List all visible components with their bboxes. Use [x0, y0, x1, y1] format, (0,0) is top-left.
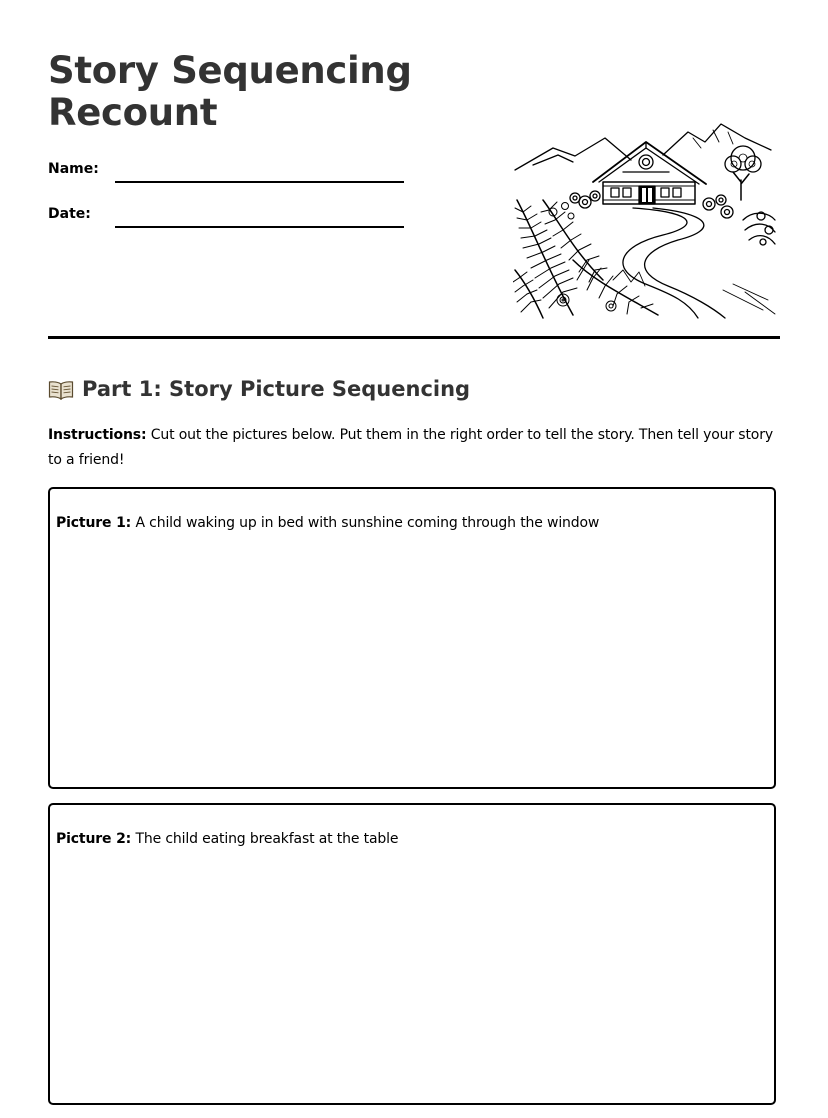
picture-card-2[interactable] [48, 803, 776, 1105]
part1-heading [48, 374, 470, 404]
open-book-icon [48, 380, 74, 400]
header-divider [48, 336, 780, 339]
picture-text-2: The child eating breakfast at the table [131, 831, 399, 847]
title-line-1: Story Sequencing [48, 49, 412, 92]
picture-label-1: Picture 1: [56, 515, 132, 531]
picture-label-2: Picture 2: [56, 831, 132, 847]
date-write-line[interactable] [115, 226, 404, 228]
instructions [48, 423, 780, 472]
name-write-line[interactable] [115, 181, 404, 183]
date-label: Date: [48, 206, 91, 222]
picture-caption-1 [56, 514, 599, 532]
date-field[interactable] [48, 205, 408, 235]
picture-card-1[interactable] [48, 487, 776, 789]
title-line-2: Recount [48, 91, 218, 134]
house-landscape-illustration [513, 120, 777, 320]
worksheet-page [48, 0, 780, 1118]
picture-caption-2 [56, 830, 398, 848]
name-label: Name: [48, 161, 99, 177]
picture-text-1: A child waking up in bed with sunshine coming through the window [131, 515, 600, 531]
part1-heading-text: Part 1: Story Picture Sequencing [82, 377, 471, 401]
page-title [48, 50, 412, 134]
instructions-label: Instructions: [48, 427, 147, 443]
name-field[interactable] [48, 160, 408, 190]
instructions-text: Cut out the pictures below. Put them in the right order to tell the story. Then tell your story to a friend! [48, 427, 773, 468]
